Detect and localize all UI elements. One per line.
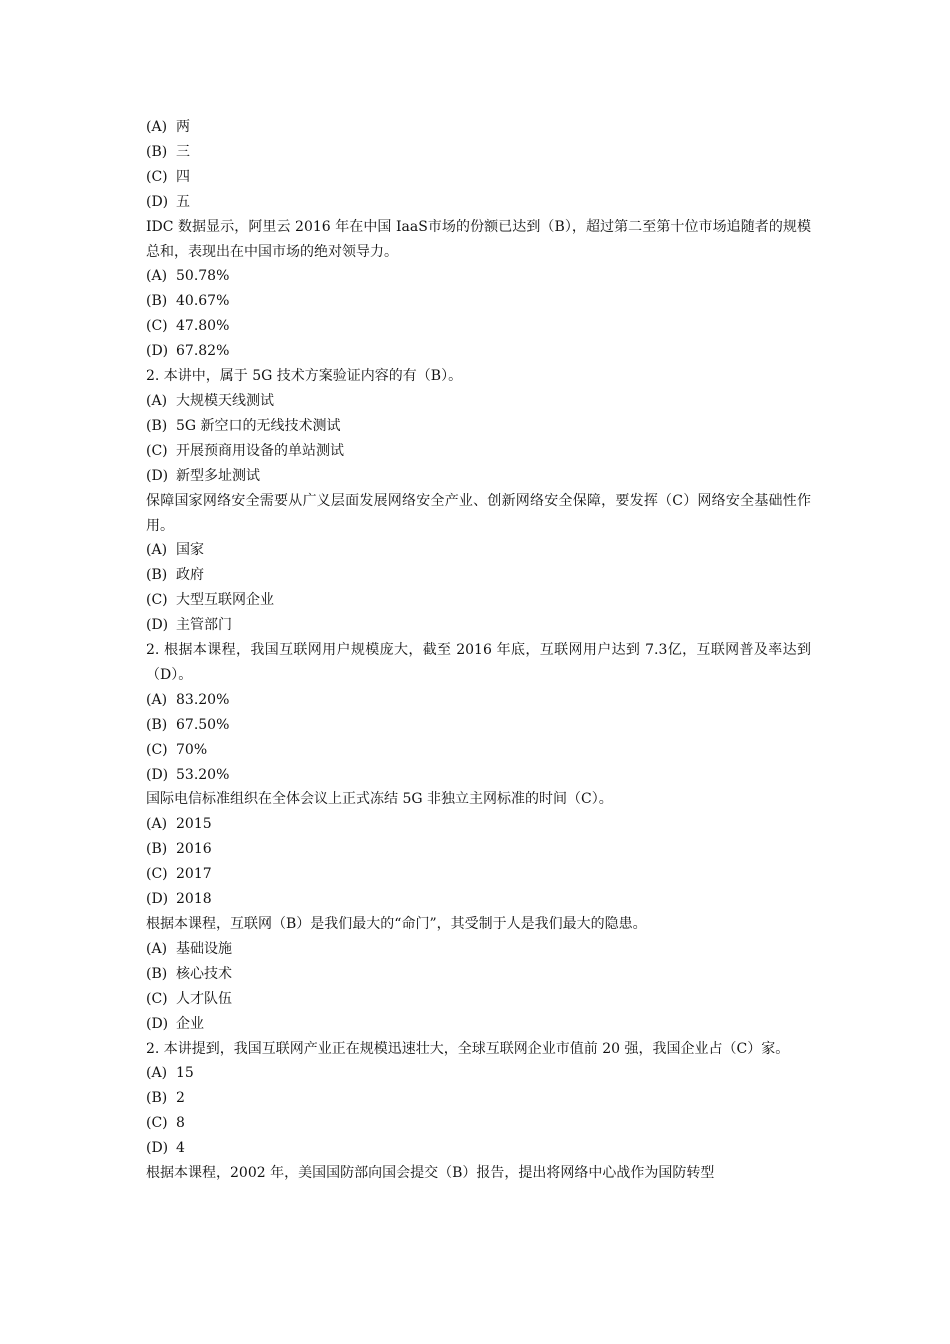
option-key: (D) (146, 766, 169, 783)
answer-option (146, 1086, 811, 1111)
option-key: (C) (146, 741, 168, 758)
option-key: (C) (146, 1115, 168, 1132)
question-text: 2. 本讲提到，我国互联网产业正在规模迅速壮大，全球互联网企业市值前 20 强，我国企业占（C）家。 (146, 1040, 790, 1057)
option-key: (D) (146, 891, 169, 908)
question-text: 根据本课程，2002 年，美国国防部向国会提交（B）报告，提出将网络中心战作为国防转型 (146, 1165, 715, 1182)
option-key: (A) (146, 816, 168, 833)
question-text: 国际电信标准组织在全体会议上正式冻结 5G 非独立主网标准的时间（C）。 (146, 791, 613, 808)
option-key: (B) (146, 1090, 168, 1107)
answer-option (146, 862, 811, 887)
option-key: (C) (146, 592, 168, 609)
option-key: (C) (146, 442, 168, 459)
question-text: IDC 数据显示，阿里云 2016 年在中国 IaaS市场的份额已达到（B），超过第二至第十位市场追随者的规模总和，表现出在中国市场的绝对领导力。 (146, 218, 811, 260)
option-text: 人才队伍 (176, 990, 232, 1007)
answer-option (146, 538, 811, 563)
answer-option (146, 738, 811, 763)
option-text: 四 (176, 168, 190, 185)
answer-option (146, 140, 811, 165)
option-key: (B) (146, 143, 168, 160)
option-key: (B) (146, 716, 168, 733)
option-text: 国家 (176, 542, 204, 559)
option-text: 2 (176, 1090, 185, 1107)
option-text: 新型多址测试 (176, 467, 260, 484)
answer-option (146, 389, 811, 414)
option-key: (A) (146, 691, 168, 708)
option-key: (D) (146, 1140, 169, 1157)
option-key: (B) (146, 417, 168, 434)
answer-option (146, 289, 811, 314)
option-text: 50.78% (176, 268, 230, 285)
option-text: 企业 (176, 1015, 204, 1032)
question-text: 保障国家网络安全需要从广义层面发展网络安全产业、创新网络安全保障，要发挥（C）网络安全基础性作用。 (146, 492, 811, 534)
option-text: 两 (176, 119, 190, 135)
answer-option (146, 987, 811, 1012)
option-key: (B) (146, 841, 168, 858)
answer-option (146, 713, 811, 738)
option-text: 三 (176, 143, 190, 160)
option-key: (C) (146, 168, 168, 185)
answer-option (146, 339, 811, 364)
answer-option (146, 763, 811, 788)
option-key: (B) (146, 567, 168, 584)
option-text: 核心技术 (176, 965, 232, 982)
answer-option (146, 464, 811, 489)
option-key: (D) (146, 343, 169, 360)
option-text: 67.82% (176, 343, 230, 360)
option-key: (A) (146, 119, 168, 135)
option-text: 主管部门 (176, 617, 232, 634)
option-text: 2018 (176, 891, 212, 908)
option-text: 2017 (176, 866, 212, 883)
option-text: 15 (176, 1065, 194, 1082)
question-text: 2. 本讲中，属于 5G 技术方案验证内容的有（B）。 (146, 368, 463, 385)
answer-option (146, 1061, 811, 1086)
option-key: (D) (146, 1015, 169, 1032)
option-text: 83.20% (176, 691, 230, 708)
answer-option (146, 837, 811, 862)
answer-option (146, 264, 811, 289)
answer-option (146, 812, 811, 837)
option-text: 开展预商用设备的单站测试 (176, 442, 344, 459)
option-key: (A) (146, 1065, 168, 1082)
answer-option (146, 613, 811, 638)
option-key: (B) (146, 965, 168, 982)
answer-option (146, 1012, 811, 1037)
answer-option (146, 563, 811, 588)
option-text: 大型互联网企业 (176, 592, 274, 609)
answer-option (146, 937, 811, 962)
answer-option (146, 115, 811, 140)
answer-option (146, 1136, 811, 1161)
option-text: 5G 新空口的无线技术测试 (176, 417, 341, 434)
option-key: (D) (146, 617, 169, 634)
option-key: (B) (146, 293, 168, 310)
option-key: (C) (146, 318, 168, 335)
option-key: (C) (146, 990, 168, 1007)
answer-option (146, 962, 811, 987)
option-text: 53.20% (176, 766, 230, 783)
option-text: 政府 (176, 567, 204, 584)
option-text: 67.50% (176, 716, 230, 733)
answer-option (146, 165, 811, 190)
option-text: 大规模天线测试 (176, 392, 274, 409)
option-text: 2015 (176, 816, 212, 833)
option-key: (C) (146, 866, 168, 883)
answer-option (146, 1111, 811, 1136)
answer-option (146, 588, 811, 613)
option-key: (A) (146, 392, 168, 409)
option-text: 8 (176, 1115, 185, 1132)
option-text: 基础设施 (176, 940, 232, 957)
question-text: 根据本课程，互联网（B）是我们最大的“命门”，其受制于人是我们最大的隐患。 (146, 916, 647, 932)
option-text: 4 (176, 1140, 185, 1157)
answer-option (146, 688, 811, 713)
question-text: 2. 根据本课程，我国互联网用户规模庞大，截至 2016 年底，互联网用户达到 7.3亿，互联网普及率达到（D）。 (146, 642, 811, 683)
answer-option (146, 190, 811, 215)
answer-option (146, 314, 811, 339)
option-text: 2016 (176, 841, 212, 858)
option-text: 47.80% (176, 318, 230, 335)
option-key: (A) (146, 542, 168, 559)
answer-option (146, 887, 811, 912)
option-text: 70% (176, 741, 208, 758)
option-text: 40.67% (176, 293, 230, 310)
option-key: (A) (146, 940, 168, 957)
answer-option (146, 414, 811, 439)
option-key: (A) (146, 268, 168, 285)
answer-option (146, 439, 811, 464)
option-text: 五 (176, 193, 190, 210)
option-key: (D) (146, 467, 169, 484)
option-key: (D) (146, 193, 169, 210)
document-page (146, 115, 811, 1186)
